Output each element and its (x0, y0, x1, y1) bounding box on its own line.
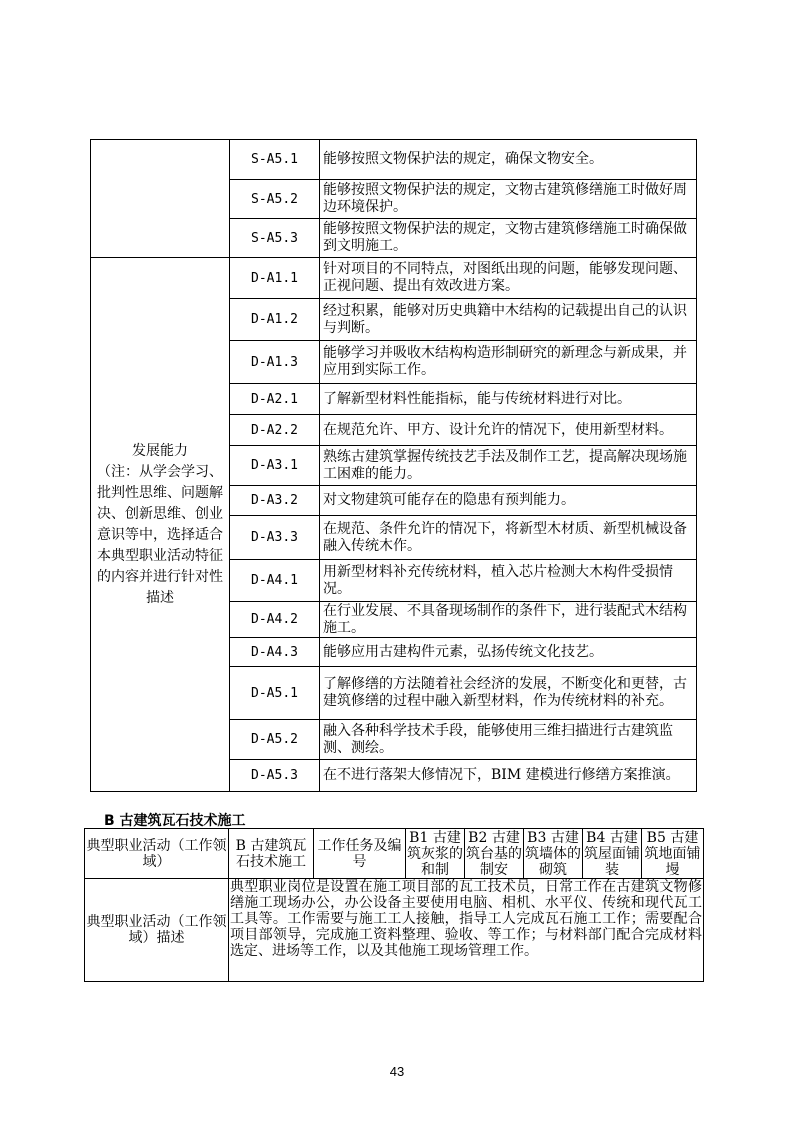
desc-cell: 在不进行落架大修情况下，BIM 建模进行修缮方案推演。 (320, 760, 697, 792)
desc-cell: 了解修缮的方法随着社会经济的发展，不断变化和更替，古建筑修缮的过程中融入新型材料，作为传统材料的补充。 (320, 667, 697, 720)
activity-table (84, 828, 704, 982)
desc-cell: 能够按照文物保护法的规定，文物古建筑修缮施工时确保做到文明施工。 (320, 219, 697, 258)
code-cell: S-A5.3 (230, 219, 320, 258)
code-cell: D-A5.1 (230, 667, 320, 720)
desc-cell: 能够按照文物保护法的规定，文物古建筑修缮施工时做好周边环境保护。 (320, 180, 697, 219)
code-cell: D-A3.1 (230, 446, 320, 486)
code-cell: D-A5.3 (230, 760, 320, 792)
category-cell-development (91, 258, 230, 792)
competency-table (90, 139, 697, 792)
code-cell: D-A1.3 (230, 341, 320, 384)
desc-cell: 能够按照文物保护法的规定，确保文物安全。 (320, 140, 697, 180)
code-cell: D-A4.2 (230, 602, 320, 638)
task-label: 工作任务及编号 (314, 829, 406, 879)
code-cell: D-A4.3 (230, 638, 320, 667)
code-cell: D-A5.2 (230, 720, 320, 760)
table-row (91, 258, 697, 299)
desc-cell: 熟练古建筑掌握传统技艺手法及制作工艺，提高解决现场施工困难的能力。 (320, 446, 697, 486)
desc-cell: 在行业发展、不具备现场制作的条件下，进行装配式木结构施工。 (320, 602, 697, 638)
code-cell: D-A2.1 (230, 384, 320, 415)
desc-cell: 对文物建筑可能存在的隐患有预判能力。 (320, 486, 697, 516)
task-cell: B1 古建筑灰浆的和制 (407, 829, 463, 878)
code-cell: D-A3.3 (230, 516, 320, 560)
activity-value: B 古建筑瓦石技术施工 (229, 829, 314, 879)
code-cell: D-A4.1 (230, 560, 320, 602)
code-cell: D-A1.1 (230, 258, 320, 299)
table-row (85, 829, 704, 879)
category-cell-empty (91, 140, 230, 258)
page-number: 43 (389, 1064, 405, 1079)
desc-cell: 能够应用古建构件元素，弘扬传统文化技艺。 (320, 638, 697, 667)
desc-cell: 针对项目的不同特点，对图纸出现的问题，能够发现问题、正视问题、提出有效改进方案。 (320, 258, 697, 299)
code-cell: D-A2.2 (230, 415, 320, 446)
desc-cell: 在规范允许、甲方、设计允许的情况下，使用新型材料。 (320, 415, 697, 446)
desc-cell: 能够学习并吸收木结构构造形制研究的新理念与新成果，并应用到实际工作。 (320, 341, 697, 384)
table-row (85, 879, 704, 982)
section-heading: B 古建筑瓦石技术施工 (104, 813, 246, 829)
code-cell: D-A1.2 (230, 299, 320, 341)
task-cell: B3 古建筑墙体的砌筑 (525, 829, 581, 878)
task-cell: B4 古建筑屋面铺装 (584, 829, 640, 878)
desc-cell: 在规范、条件允许的情况下，将新型木材质、新型机械设备融入传统木作。 (320, 516, 697, 560)
activity-label: 典型职业活动（工作领域） (85, 829, 229, 879)
code-cell: S-A5.2 (230, 180, 320, 219)
desc-cell: 了解新型材料性能指标，能与传统材料进行对比。 (320, 384, 697, 415)
category-text: 发展能力 （注：从学会学习、批判性思维、问题解决、创新思维、创业意识等中，选择适合本典型职业活动特征的内容并进行针对性描述 (97, 442, 223, 606)
code-cell: D-A3.2 (230, 486, 320, 516)
desc-cell: 融入各种科学技术手段，能够使用三维扫描进行古建筑监测、测绘。 (320, 720, 697, 760)
table-row (91, 140, 697, 180)
code-cell: S-A5.1 (230, 140, 320, 180)
desc-cell: 用新型材料补充传统材料，植入芯片检测大木构件受损情况。 (320, 560, 697, 602)
task-cell: B2 古建筑台基的制安 (466, 829, 522, 878)
task-cell: B5 古建筑地面铺墁 (642, 829, 704, 879)
description-text: 典型职业岗位是设置在施工项目部的瓦工技术员，日常工作在古建筑文物修缮施工现场办公，办公设备主要使用电脑、相机、水平仪、传统和现代瓦工工具等。工作需要与施工工人接触，指导工人完成瓦石施工工作；需要配合项目部领导，完成施工资料整理、验收、等工作；与材料部门配合完成材料选定、进场等工作，以及其他施工现场管理工作。 (229, 879, 704, 982)
description-label: 典型职业活动（工作领域）描述 (85, 879, 229, 982)
desc-cell: 经过积累，能够对历史典籍中木结构的记载提出自己的认识与判断。 (320, 299, 697, 341)
